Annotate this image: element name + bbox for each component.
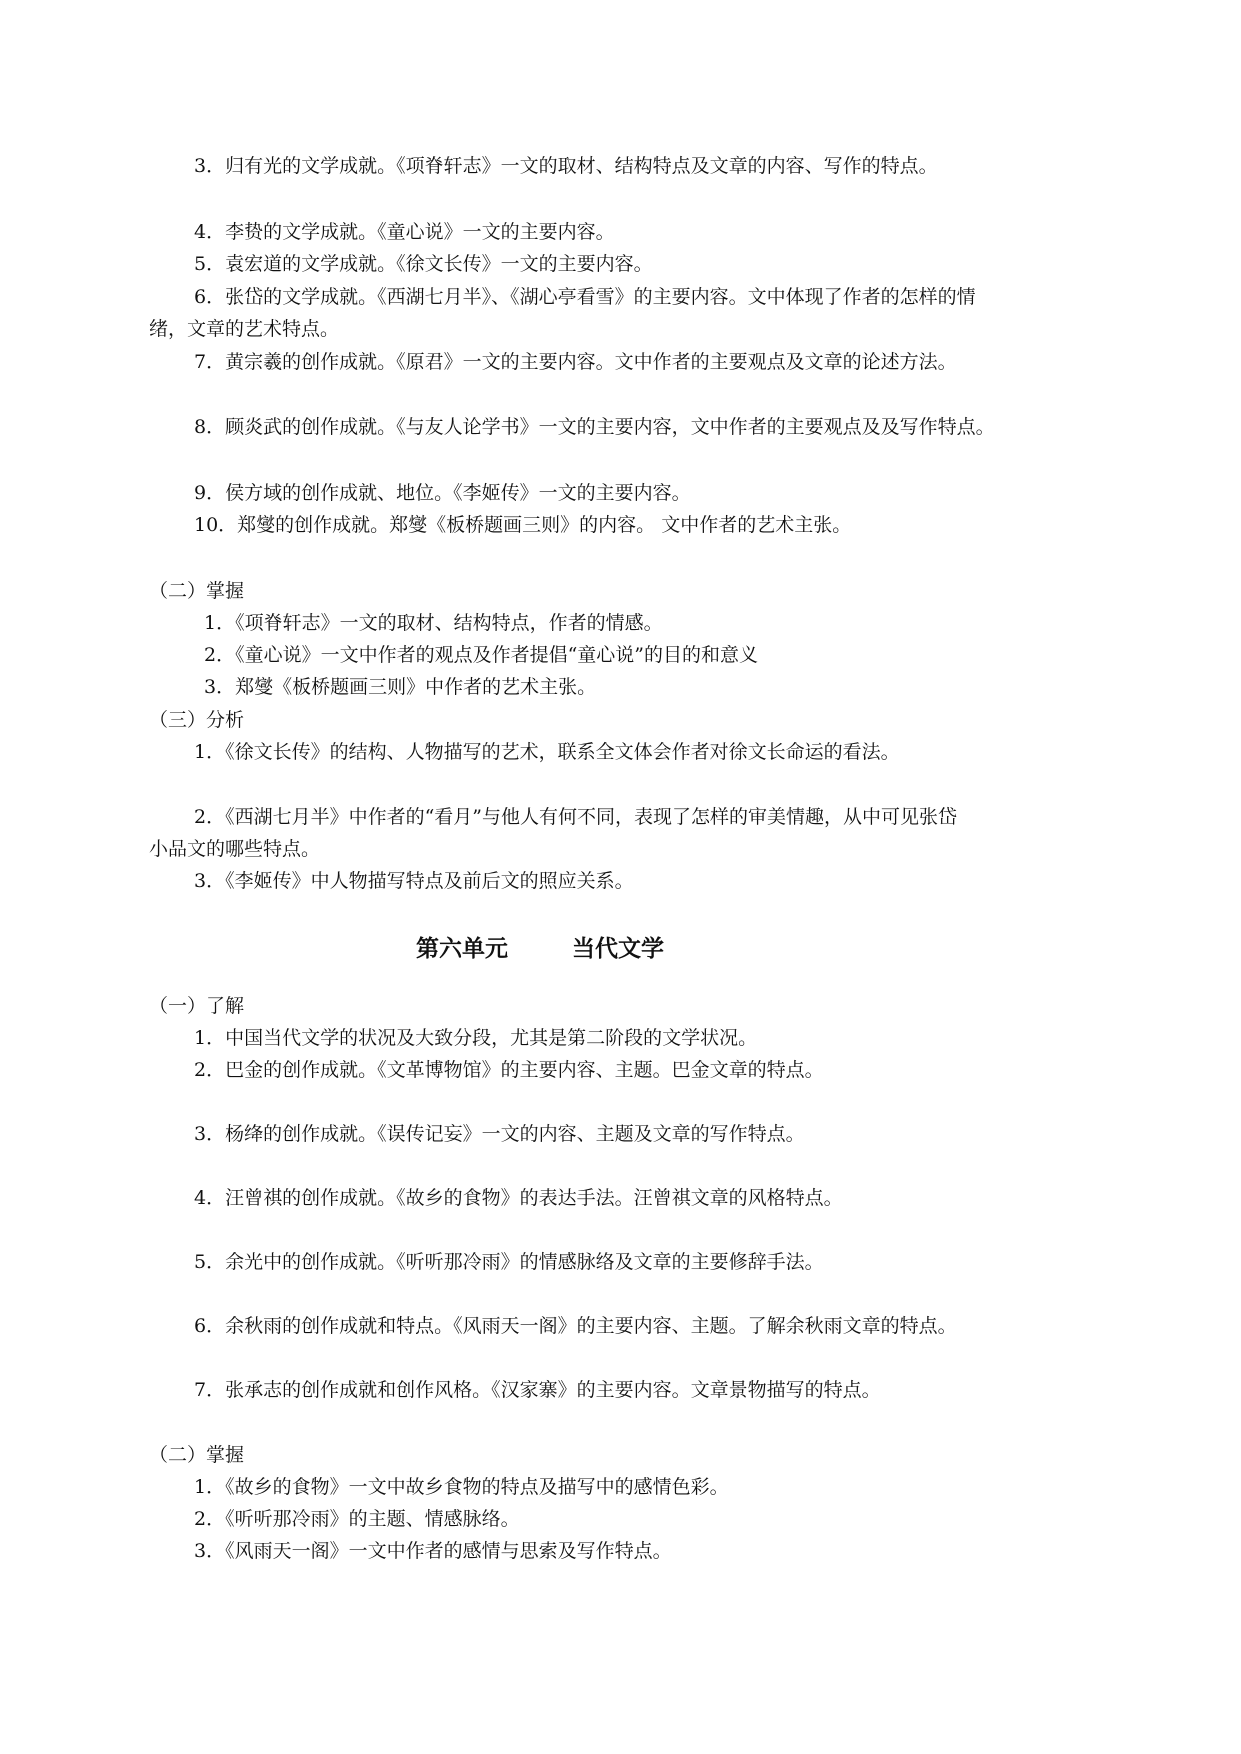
list-item: 1．《徐文长传》的结构、人物描写的艺术，联系全文体会作者对徐文长命运的看法。	[194, 741, 900, 763]
list-item: 3．归有光的文学成就。《项脊轩志》一文的取材、结构特点及文章的内容、写作的特点。	[194, 155, 938, 177]
section-title: （二）掌握	[149, 580, 245, 602]
list-item: 4．李贽的文学成就。《童心说》一文的主要内容。	[194, 221, 615, 243]
list-item: 3．《李姬传》中人物描写特点及前后文的照应关系。	[194, 870, 634, 892]
list-item: 3．《风雨天一阁》一文中作者的感情与思索及写作特点。	[194, 1540, 672, 1562]
list-item: 2．《西湖七月半》中作者的“看月”与他人有何不同，表现了怎样的审美情趣，从中可见张岱	[194, 806, 958, 828]
list-item: 10．郑燮的创作成就。郑燮《板桥题画三则》的内容。 文中作者的艺术主张。	[194, 514, 852, 536]
list-item: 1．中国当代文学的状况及大致分段，尤其是第二阶段的文学状况。	[194, 1027, 758, 1049]
section-title: （三）分析	[149, 709, 245, 731]
section-title: （二）掌握	[149, 1444, 245, 1466]
list-item: 7．黄宗羲的创作成就。《原君》一文的主要内容。文中作者的主要观点及文章的论述方法。	[194, 351, 957, 373]
list-item-continuation: 小品文的哪些特点。	[149, 838, 321, 860]
list-item: 2．巴金的创作成就。《文革博物馆》的主要内容、主题。巴金文章的特点。	[194, 1059, 824, 1081]
list-item: 8．顾炎武的创作成就。《与友人论学书》一文的主要内容，文中作者的主要观点及及写作特点。	[194, 416, 995, 438]
list-item: 4．汪曾祺的创作成就。《故乡的食物》的表达手法。汪曾祺文章的风格特点。	[194, 1187, 843, 1209]
list-item: 7．张承志的创作成就和创作风格。《汉家寨》的主要内容。文章景物描写的特点。	[194, 1379, 881, 1401]
list-item: 5．余光中的创作成就。《听听那冷雨》的情感脉络及文章的主要修辞手法。	[194, 1251, 824, 1273]
unit-heading: 第六单元 当代文学	[416, 936, 665, 962]
list-item-continuation: 绪，文章的艺术特点。	[149, 318, 340, 340]
list-item: 3．郑燮《板桥题画三则》中作者的艺术主张。	[204, 676, 597, 698]
list-item: 3．杨绛的创作成就。《误传记妄》一文的内容、主题及文章的写作特点。	[194, 1123, 805, 1145]
list-item: 2．《听听那冷雨》的主题、情感脉络。	[194, 1508, 520, 1530]
list-item: 6．余秋雨的创作成就和特点。《风雨天一阁》的主要内容、主题。了解余秋雨文章的特点。	[194, 1315, 957, 1337]
list-item: 2．《童心说》一文中作者的观点及作者提倡“童心说”的目的和意义	[204, 644, 759, 666]
list-item: 5．袁宏道的文学成就。《徐文长传》一文的主要内容。	[194, 253, 653, 275]
list-item: 1．《项脊轩志》一文的取材、结构特点，作者的情感。	[204, 612, 663, 634]
list-item: 9．侯方域的创作成就、地位。《李姬传》一文的主要内容。	[194, 482, 691, 504]
section-title: （一）了解	[149, 995, 245, 1017]
list-item: 1．《故乡的食物》一文中故乡食物的特点及描写中的感情色彩。	[194, 1476, 729, 1498]
list-item: 6．张岱的文学成就。《西湖七月半》、《湖心亭看雪》的主要内容。文中体现了作者的怎样的情	[194, 286, 976, 308]
